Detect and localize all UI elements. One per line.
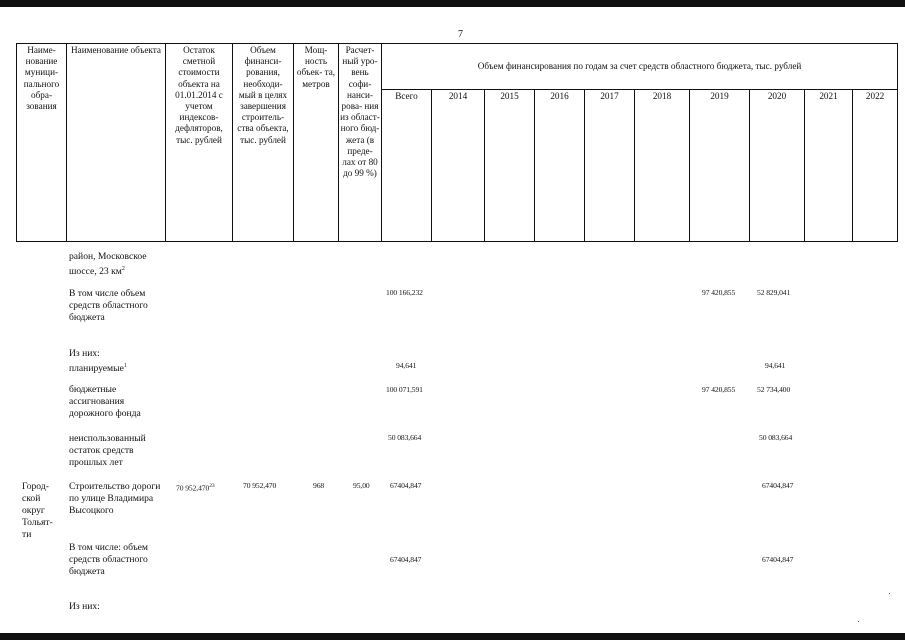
top-scan-border: [0, 0, 905, 7]
header-balance: Остаток сметной стоимости объекта на 01.01.2014 с учетом индексов- дефляторов, тыс. рублей: [166, 44, 233, 242]
header-year-2016: 2016: [535, 90, 585, 242]
footnote-mark: 1: [123, 363, 127, 369]
row-total: 94,641: [396, 361, 417, 370]
header-year-2017: 2017: [585, 90, 635, 242]
footnote-mark: 23: [209, 483, 215, 489]
header-year-2019: 2019: [690, 90, 750, 242]
row-object-name: В том числе объем средств областного бюджета: [69, 288, 148, 323]
header-year-2018: 2018: [635, 90, 690, 242]
row-cofinancing: 95,00: [353, 481, 370, 490]
header-year-2022: 2022: [853, 90, 898, 242]
row-municipality: Город- ской округ Тольят- ти: [22, 481, 53, 540]
scan-speck: [889, 593, 890, 594]
row-total: 100 166,232: [386, 288, 423, 297]
header-volume: Объем финанси- рования, необходи- мый в целях завершения строитель- ства объекта, тыс. рублей: [233, 44, 294, 242]
footnote-mark: 2: [121, 266, 125, 272]
row-object-name: Из них: планируемые$^1$: [69, 348, 127, 375]
row-total: 67404,847: [390, 481, 422, 490]
header-total: Всего: [382, 90, 432, 242]
row-year-2020: 67404,847: [762, 555, 794, 564]
header-capacity: Мощ- ность объек- та, метров: [294, 44, 339, 242]
row-capacity: 968: [313, 481, 325, 490]
header-year-2021: 2021: [805, 90, 853, 242]
row-total: 67404,847: [390, 555, 422, 564]
row-year-2020: 67404,847: [762, 481, 794, 490]
row-year-2019: 97 420,855: [702, 385, 736, 394]
row-year-2019: 97 420,855: [702, 288, 736, 297]
row-total: 100 071,591: [386, 385, 423, 394]
header-object: Наименование объекта: [67, 44, 166, 242]
row-object-name: В том числе: объем средств областного бюджета: [69, 542, 149, 577]
row-object-name: Строительство дороги по улице Владимира Высоцкого: [69, 481, 161, 516]
bottom-scan-border: [0, 633, 905, 640]
header-year-2014: 2014: [432, 90, 485, 242]
row-volume: 70 952,470: [243, 481, 277, 490]
header-year-2020: 2020: [750, 90, 805, 242]
row-year-2020: 94,641: [765, 361, 786, 370]
row-total: 50 083,664: [388, 433, 422, 442]
header-municipality: Наиме- нование муници- пального обра- зования: [17, 44, 67, 242]
scan-speck: [858, 621, 859, 622]
row-year-2020: 52 829,041: [757, 288, 791, 297]
row-object-name: неиспользованный остаток средств прошлых лет: [69, 433, 146, 468]
row-year-2020: 50 083,664: [759, 433, 793, 442]
row-balance: 70 952,470$^{23}$: [176, 483, 215, 493]
page-number: 7: [458, 29, 463, 40]
header-cofinancing: Расчет- ный уро- вень софи- нанси- рова- ния из област- ного бюд- жета (в преде- лах от 80 до 99 %): [339, 44, 382, 242]
row-object-name: бюджетные ассигнования дорожного фонда: [69, 384, 141, 419]
row-year-2020: 52 734,400: [757, 385, 791, 394]
header-year-2015: 2015: [485, 90, 535, 242]
row-object-name: Из них:: [69, 601, 100, 612]
table-header: [16, 43, 898, 242]
header-funding: Объем финансирования по годам за счет средств областного бюджета, тыс. рублей: [382, 44, 898, 90]
row-object-name: район, Московское шоссе, 23 $км^2$: [69, 251, 147, 278]
